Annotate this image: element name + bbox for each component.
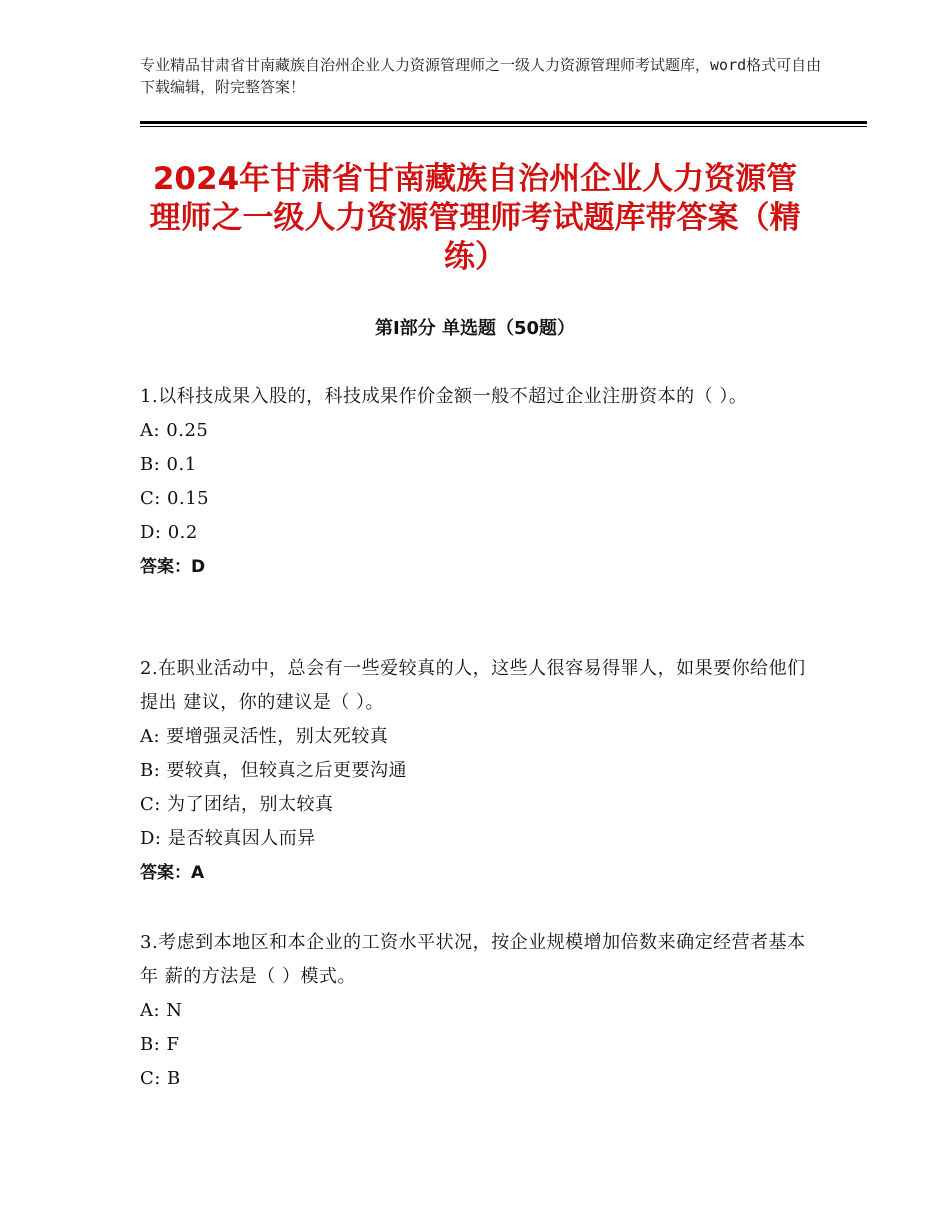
question-2	[140, 652, 820, 890]
option-a: A: N	[140, 1000, 183, 1021]
option-d: D: 0.2	[140, 522, 198, 543]
question-stem: 3.考虑到本地区和本企业的工资水平状况，按企业规模增加倍数来确定经营者基本年 薪的方法是（ ）模式。	[140, 932, 806, 987]
option-a: A: 要增强灵活性，别太死较真	[140, 726, 389, 747]
question-3	[140, 926, 820, 1096]
document-title: 2024年甘肃省甘南藏族自治州企业人力资源管理师之一级人力资源管理师考试题库带答案（精练）	[149, 161, 801, 275]
question-1	[140, 380, 820, 584]
option-b: B: 要较真，但较真之后更要沟通	[140, 760, 408, 781]
header-divider-thin	[140, 126, 867, 127]
option-c: C: 0.15	[140, 488, 210, 509]
answer: 答案：A	[140, 863, 205, 883]
option-b: B: F	[140, 1034, 180, 1055]
option-b: B: 0.1	[140, 454, 197, 475]
option-c: C: 为了团结，别太较真	[140, 794, 334, 815]
option-d: D: 是否较真因人而异	[140, 828, 316, 849]
question-stem: 2.在职业活动中，总会有一些爱较真的人，这些人很容易得罪人，如果要你给他们提出 建议，你的建议是（ ）。	[140, 658, 806, 713]
header-note: 专业精品甘肃省甘南藏族自治州企业人力资源管理师之一级人力资源管理师考试题库，word格式可自由下载编辑，附完整答案！	[140, 56, 822, 96]
header-divider-thick	[140, 121, 867, 124]
option-a: A: 0.25	[140, 420, 209, 441]
section-title: 第Ⅰ部分 单选题（50题）	[374, 318, 575, 339]
answer: 答案：D	[140, 557, 206, 577]
option-c: C: B	[140, 1068, 181, 1089]
question-stem: 1.以科技成果入股的，科技成果作价金额一般不超过企业注册资本的（ ）。	[140, 386, 748, 407]
